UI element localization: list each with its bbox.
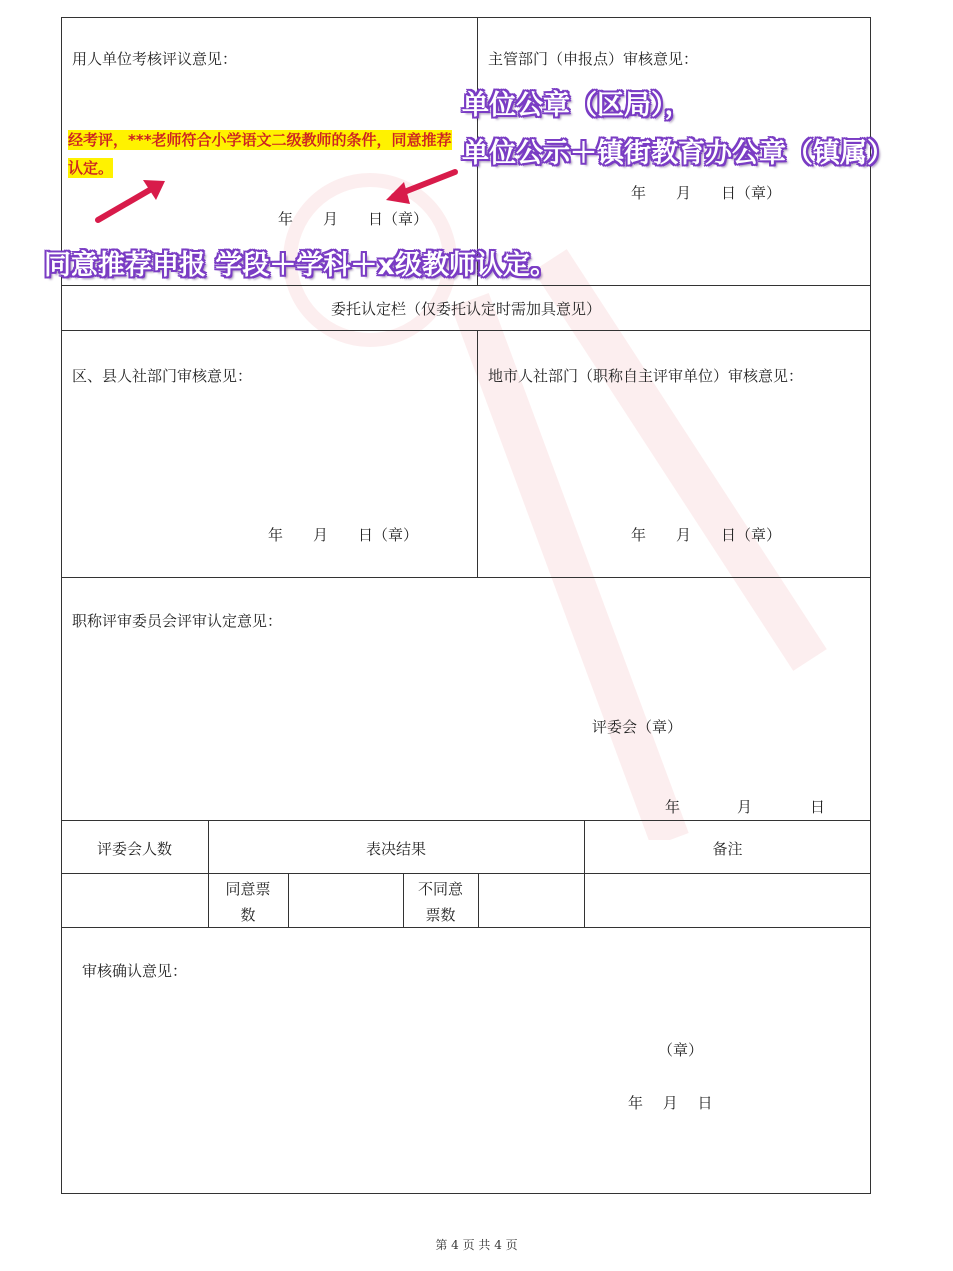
review-opinion-label: 审核确认意见： [82,962,188,980]
employer-comment: 经考评，***老师符合小学语文二级教师的条件，同意推荐认定。 [68,131,452,177]
committee-day: 日 [810,798,826,816]
district-date-line: 年 月 日（章） [268,526,419,544]
agree-votes-label-2: 数 [240,906,256,924]
district-opinion-label: 区、县人社部门审核意见： [72,367,253,385]
entrust-section-header: 委托认定栏（仅委托认定时需加具意见） [330,300,601,318]
committee-year: 年 [665,798,681,816]
employer-opinion-label: 用人单位考核评议意见： [72,50,238,68]
arrow-to-comment-icon [98,180,165,220]
review-date-line: 年 月 日 [628,1094,713,1112]
seal-note-2: 单位公示＋镇街教育办公章（镇属） [462,138,894,169]
seal-note-1: 单位公章（区局）， [462,90,692,121]
committee-month: 月 [737,798,753,816]
committee-count-header: 评委会人数 [96,840,172,858]
vote-result-header: 表决结果 [365,840,426,858]
supervisor-opinion-label: 主管部门（申报点）审核意见： [488,50,699,68]
supervisor-date-line: 年 月 日（章） [631,184,782,202]
city-date-line: 年 月 日（章） [631,526,782,544]
committee-opinion-label: 职称评审委员会评审认定意见： [72,612,283,630]
recommend-note: 同意推荐申报 学段＋学科＋x级教师认定。 [44,250,557,281]
arrow-to-seal-icon [386,172,455,204]
city-opinion-label: 地市人社部门（职称自主评审单位）审核意见： [488,367,804,385]
disagree-votes-label: 不同意 [417,880,463,898]
remark-header: 备注 [712,840,743,858]
agree-votes-label: 同意票 [225,880,271,898]
employer-date-line: 年 月 日（章） [278,210,429,228]
disagree-votes-label-2: 票数 [425,906,456,924]
page-footer: 第 4 页 共 4 页 [435,1238,518,1252]
committee-seal: 评委会（章） [592,718,683,736]
review-seal: （章） [658,1041,704,1059]
